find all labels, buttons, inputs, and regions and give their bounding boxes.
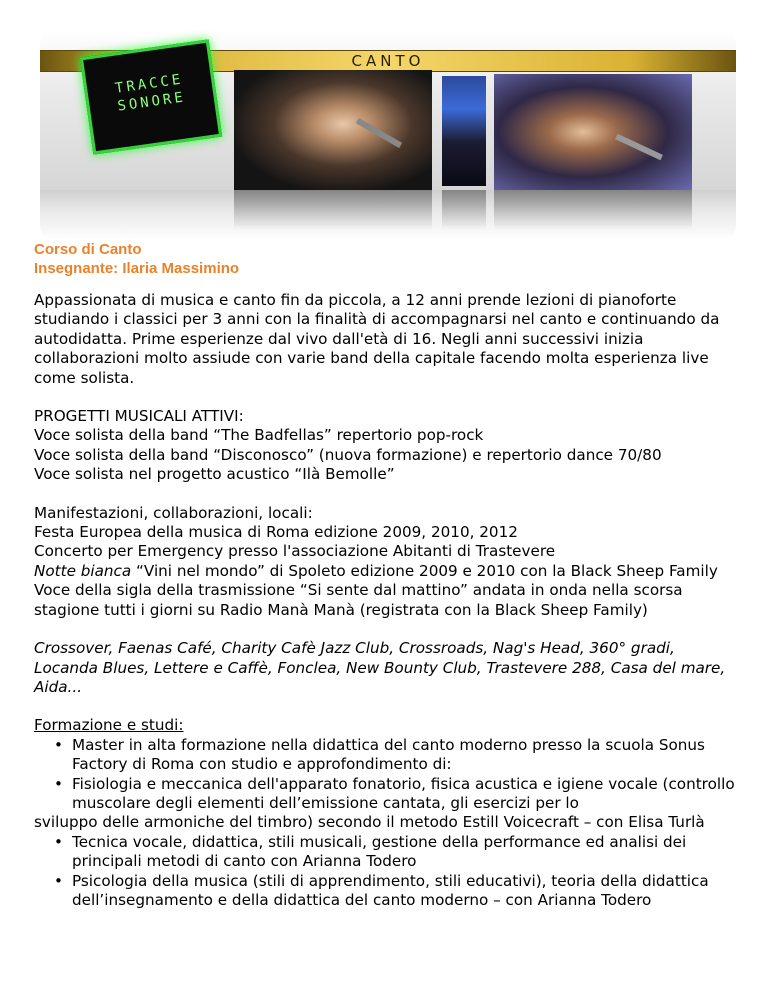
singer-photo-1 [234, 70, 432, 190]
tracce-sonore-logo [80, 39, 222, 154]
photo-reflection [494, 190, 692, 230]
singer-photo-2 [442, 76, 486, 186]
photo-reflection [442, 190, 486, 230]
event-item: Voce della sigla della trasmissione “Si sente dal mattino” andata in onda nella scorsa stagione tutti i giorni su Radio Manà Manà (registrata con la Black Sheep Family) [34, 581, 683, 619]
education-heading: Formazione e studi: [34, 716, 184, 735]
event-item [34, 562, 740, 581]
project-item: Voce solista della band “The Badfellas” repertorio pop-rock [34, 426, 484, 445]
logo-text-line2: SONORE [116, 89, 187, 115]
education-item-continuation: sviluppo delle armoniche del timbro) secondo il metodo Estill Voicecraft – con Elisa Turlà [34, 813, 705, 832]
education-item: • Tecnica vocale, didattica, stili musicali, gestione della performance ed analisi dei principali metodi di canto con Arianna Todero [54, 833, 740, 872]
document-body [34, 240, 740, 910]
education-item: • Psicologia della musica (stili di apprendimento, stili educativi), teoria della didattica dell’insegnamento e della didattica del canto moderno – con Arianna Todero [54, 872, 740, 911]
event-item: Concerto per Emergency presso l'associazione Abitanti di Trastevere [34, 542, 556, 561]
project-item: Voce solista della band “Disconosco” (nuova formazione) e repertorio dance 70/80 [34, 445, 662, 464]
bio-paragraph: Appassionata di musica e canto fin da piccola, a 12 anni prende lezioni di pianoforte studiando i classici per 3 anni con la finalità di accompagnarsi nel canto e continuando da autodidatta. Prime esperienze dal vivo dall'età di 16. Negli anni successivi inizia collaborazioni molto assiude con varie band della capitale facendo molta esperienza live come solista. [34, 291, 720, 387]
logo-text-line1: TRACCE [114, 71, 185, 97]
project-item: Voce solista nel progetto acustico “Ilà Bemolle” [34, 465, 395, 484]
header-banner [40, 30, 736, 240]
education-list-2 [34, 833, 740, 911]
projects-heading: PROGETTI MUSICALI ATTIVI: [34, 407, 244, 426]
education-list [34, 736, 740, 814]
course-title: Corso di Canto [34, 241, 142, 258]
education-item: • Master in alta formazione nella didattica del canto moderno presso la scuola Sonus Factory di Roma con studio e approfondimento di: [54, 736, 740, 775]
event-item: Festa Europea della musica di Roma edizione 2009, 2010, 2012 [34, 523, 518, 542]
photo-reflection [234, 190, 432, 230]
teacher-line: Insegnante: Ilaria Massimino [34, 260, 240, 277]
events-heading: Manifestazioni, collaborazioni, locali: [34, 503, 313, 522]
event-italic: Notte bianca [34, 561, 132, 580]
education-item: • Fisiologia e meccanica dell'apparato fonatorio, fisica acustica e igiene vocale (controllo muscolare degli elementi dell’emissione cantata, gli esercizi per lo [54, 775, 740, 814]
venues-list: Crossover, Faenas Café, Charity Cafè Jazz Club, Crossroads, Nag's Head, 360° gradi, Locanda Blues, Lettere e Caffè, Fonclea, New Bounty Club, Trastevere 288, Casa del mare, Aida... [34, 639, 726, 696]
event-rest: “Vini nel mondo” di Spoleto edizione 2009 e 2010 con la Black Sheep Family [131, 561, 718, 580]
singer-photo-3 [494, 74, 692, 190]
section-title: CANTO [351, 52, 425, 70]
